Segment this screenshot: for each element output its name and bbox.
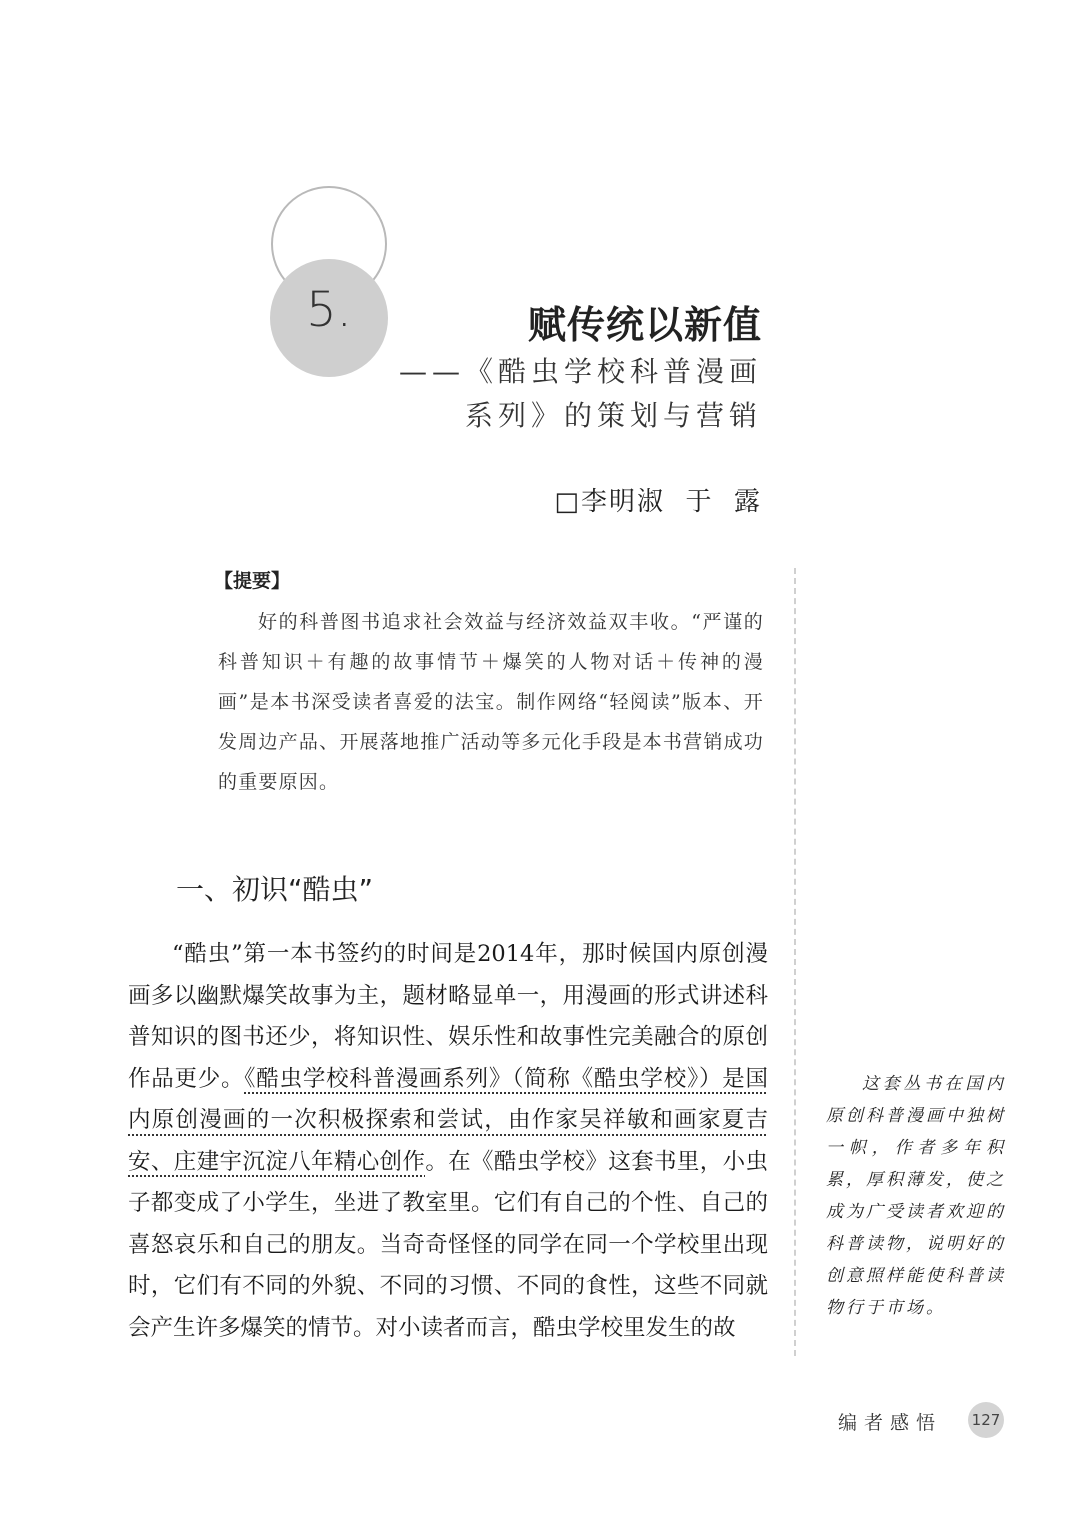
chapter-subtitle-line1: ——《酷虫学校科普漫画 bbox=[398, 355, 762, 388]
body-text-emphasis: 《酷虫学校科普漫画系列》（简称《酷虫学校》）是国内原创漫画的一次积极探索和尝试，由作家吴祥敏和画家夏吉安、庄建宇沉淀八年精心创作 bbox=[128, 1065, 768, 1175]
body-paragraph bbox=[128, 934, 768, 1374]
chapter-number: 5. bbox=[306, 282, 352, 338]
body-text-part1: “酷虫”第一本书签约的时间是2014年，那时候国内原创漫画多以幽默爆笑故事为主，题材略显单一，用漫画的形式讲述科普知识的图书还少，将知识性、娱乐性和故事性完美融合的原创作品更少。 bbox=[128, 941, 768, 1092]
abstract-label: 【提要】 bbox=[214, 570, 291, 592]
chapter-subtitle-line2: 系列》的策划与营销 bbox=[464, 399, 762, 432]
margin-divider bbox=[794, 568, 796, 1356]
side-note: 这套丛书在国内原创科普漫画中独树一帜，作者多年积累，厚积薄发，使之成为广受读者欢迎的科普读物，说明好的创意照样能使科普读物行于市场。 bbox=[826, 1074, 1006, 1318]
authors: □李明淑 于 露 bbox=[554, 487, 762, 517]
section-heading: 一、初识“酷虫” bbox=[176, 873, 374, 906]
abstract-text: 好的科普图书追求社会效益与经济效益双丰收。“严谨的科普知识＋有趣的故事情节＋爆笑的人物对话＋传神的漫画”是本书深受读者喜爱的法宝。制作网络“轻阅读”版本、开发周边产品、开展落地推广活动等多元化手段是本书营销成功的重要原因。 bbox=[218, 611, 764, 793]
body-text-part2: 。在《酷虫学校》这套书里，小虫子都变成了小学生，坐进了教室里。它们有自己的个性、自己的喜怒哀乐和自己的朋友。当奇奇怪怪的同学在同一个学校里出现时，它们有不同的外貌、不同的习惯、不同的食性，这些不同就会产生许多爆笑的情节。对小读者而言，酷虫学校里发生的故 bbox=[128, 1148, 768, 1341]
footer-section-label: 编者感悟 bbox=[838, 1412, 943, 1434]
chapter-title: 赋传统以新值 bbox=[527, 303, 762, 347]
page-number: 127 bbox=[968, 1402, 1004, 1438]
